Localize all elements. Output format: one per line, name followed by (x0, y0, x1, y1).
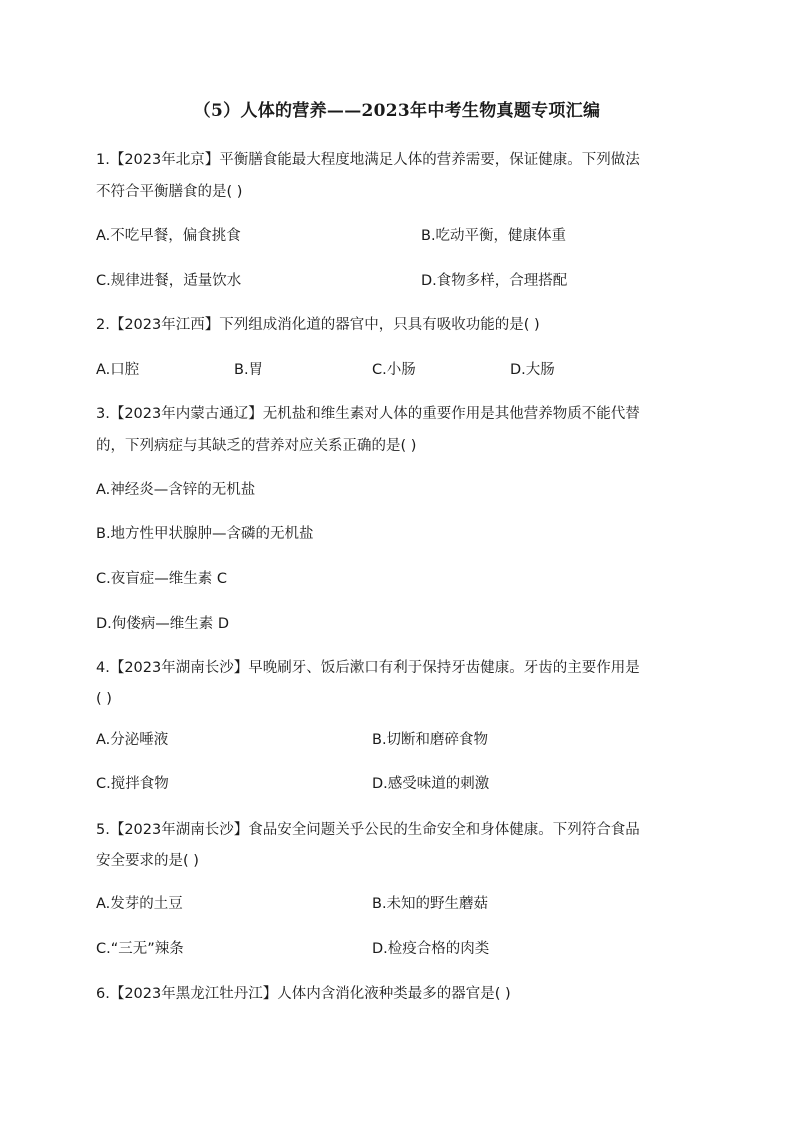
question-3-option-d: D.佝偻病—维生素 D (96, 616, 230, 632)
question-4-stem-line-2: ( ) (96, 691, 112, 707)
question-1-option-b: B.吃动平衡，健康体重 (421, 228, 567, 244)
question-2-stem-line-1: 2.【2023年江西】下列组成消化道的器官中，只具有吸收功能的是( ) (96, 317, 540, 333)
question-4-option-a: A.分泌唾液 (96, 732, 169, 748)
question-2-option-a: A.口腔 (96, 362, 140, 378)
question-5-option-a: A.发芽的土豆 (96, 896, 183, 912)
question-5-option-c: C.“三无”辣条 (96, 941, 184, 957)
question-3-option-c: C.夜盲症—维生素 C (96, 571, 227, 587)
question-2-option-b: B.胃 (234, 362, 264, 378)
question-5-stem-line-1: 5.【2023年湖南长沙】食品安全问题关乎公民的生命安全和身体健康。下列符合食品 (96, 822, 640, 838)
question-3-stem-line-2: 的，下列病症与其缺乏的营养对应关系正确的是( ) (96, 438, 417, 454)
question-2-option-d: D.大肠 (510, 362, 555, 378)
question-1-stem-line-2: 不符合平衡膳食的是( ) (96, 184, 243, 200)
question-3-stem-line-1: 3.【2023年内蒙古通辽】无机盐和维生素对人体的重要作用是其他营养物质不能代替 (96, 406, 640, 422)
question-3-option-a: A.神经炎—含锌的无机盐 (96, 482, 256, 498)
question-5-option-d: D.检疫合格的肉类 (372, 941, 490, 957)
question-5-stem-line-2: 安全要求的是( ) (96, 853, 199, 869)
question-1-option-a: A.不吃早餐，偏食挑食 (96, 228, 241, 244)
question-5-option-b: B.未知的野生蘑菇 (372, 896, 489, 912)
question-1-option-c: C.规律进餐，适量饮水 (96, 273, 242, 289)
question-4-option-d: D.感受味道的刺激 (372, 776, 490, 792)
question-4-option-b: B.切断和磨碎食物 (372, 732, 489, 748)
page-title: （5）人体的营养——2023年中考生物真题专项汇编 (193, 101, 601, 121)
question-2-option-c: C.小肠 (372, 362, 416, 378)
question-1-stem-line-1: 1.【2023年北京】平衡膳食能最大程度地满足人体的营养需要，保证健康。下列做法 (96, 152, 640, 168)
question-4-stem-line-1: 4.【2023年湖南长沙】早晚刷牙、饭后漱口有利于保持牙齿健康。牙齿的主要作用是 (96, 660, 640, 676)
question-3-option-b: B.地方性甲状腺肿—含磷的无机盐 (96, 526, 314, 542)
question-4-option-c: C.搅拌食物 (96, 776, 169, 792)
question-1-option-d: D.食物多样，合理搭配 (421, 273, 568, 289)
question-6-stem-line-1: 6.【2023年黑龙江牡丹江】人体内含消化液种类最多的器官是( ) (96, 986, 511, 1002)
